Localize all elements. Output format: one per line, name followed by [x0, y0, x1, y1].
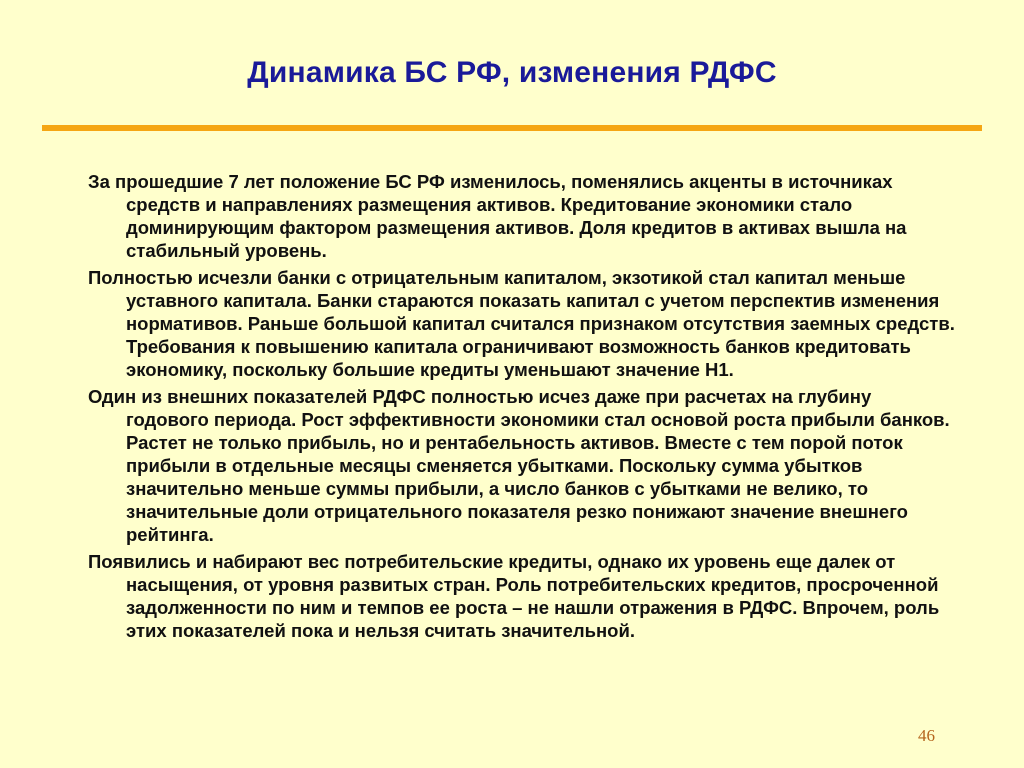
paragraph-4: Появились и набирают вес потребительские кредиты, однако их уровень еще далек от насыщения, от уровня развитых стран. Роль потребительских кредитов, просроченной задолженности по ним и темпов ее роста – не нашли отражения в РДФС. Впрочем, роль этих показателей пока и нельзя считать значительной.: [88, 551, 940, 641]
slide-title: Динамика БС РФ, изменения РДФС: [247, 56, 777, 89]
title-divider: [42, 125, 982, 131]
paragraph-1: За прошедшие 7 лет положение БС РФ изменилось, поменялись акценты в источниках средств и направлениях размещения активов. Кредитование экономики стало доминирующим фактором размещения активов. Доля кредитов в активах вышла на стабильный уровень.: [88, 171, 907, 261]
paragraph-2: Полностью исчезли банки с отрицательным капиталом, экзотикой стал капитал меньше уставного капитала. Банки стараются показать капитал с учетом перспектив изменения нормативов. Раньше большой капитал считался признаком отсутствия заемных средств. Требования к повышению капитала ограничивают возможность банков кредитовать экономику, поскольку большие кредиты уменьшают значение Н1.: [88, 267, 955, 380]
slide-body: [88, 170, 958, 646]
page-number: 46: [918, 726, 935, 745]
paragraph-3: Один из внешних показателей РДФС полностью исчез даже при расчетах на глубину годового периода. Рост эффективности экономики стал основой роста прибыли банков. Растет не только прибыль, но и рентабельность активов. Вместе с тем порой поток прибыли в отдельные месяцы сменяется убытками. Поскольку сумма убытков значительно меньше суммы прибыли, а число банков с убытками не велико, то значительные доли отрицательного показателя резко понижают значение внешнего рейтинга.: [88, 386, 950, 545]
